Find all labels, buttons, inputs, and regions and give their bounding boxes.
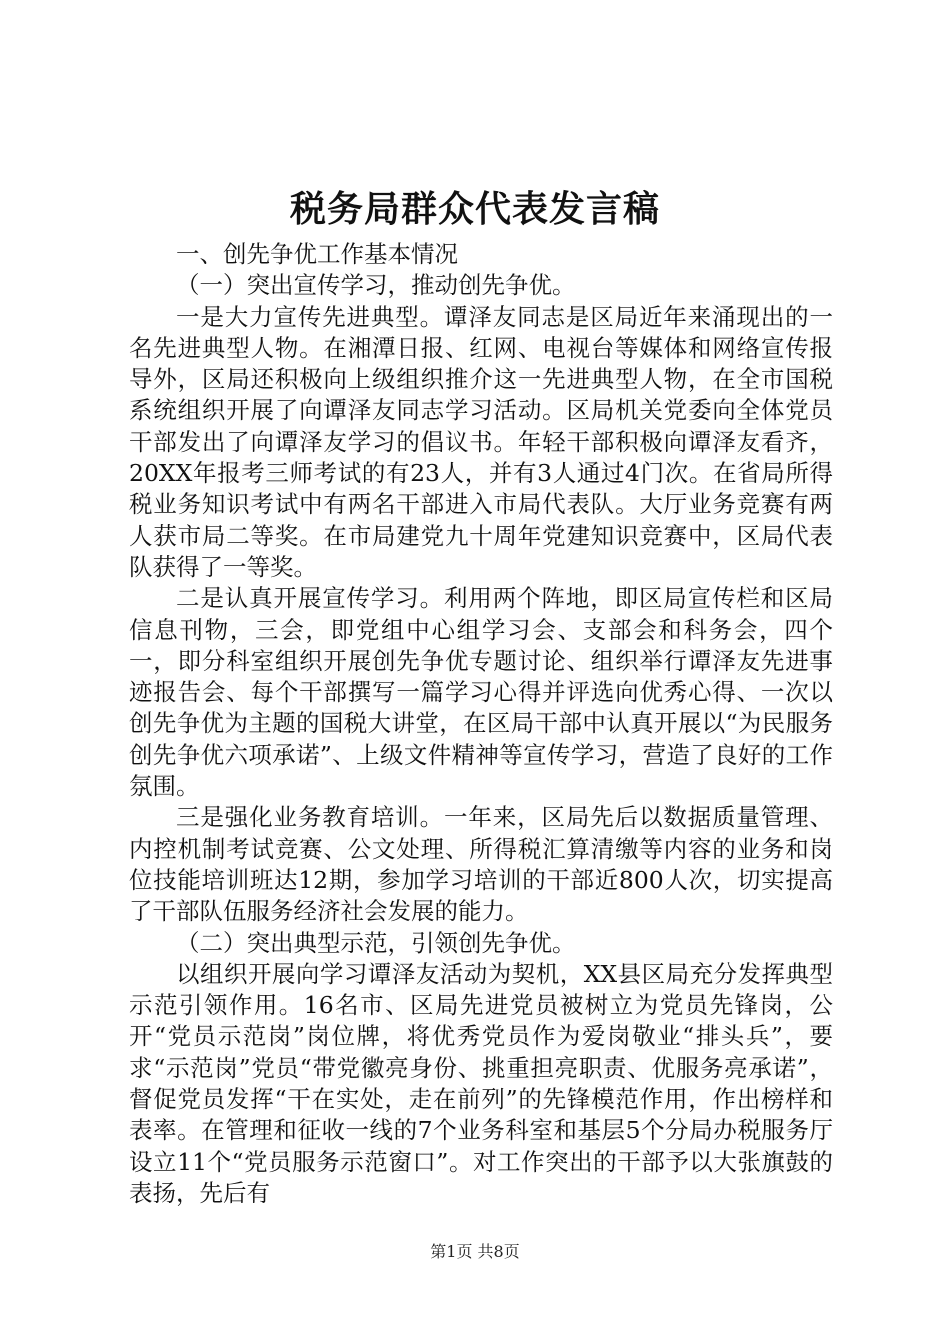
body-paragraph: 一是大力宣传先进典型。谭泽友同志是区局近年来涌现出的一名先进典型人物。在湘潭日报、红网、电视台等媒体和网络宣传报导外，区局还积极向上级组织推介这一先进典型人物，在全市国税系统组织开展了向谭泽友同志学习活动。区局机关党委向全体党员干部发出了向谭泽友学习的倡议书。年轻干部积极向谭泽友看齐，20XX年报考三师考试的有23人，并有3人通过4门次。在省局所得税业务知识考试中有两名干部进入市局代表队。大厅业务竞赛有两人获市局二等奖。在市局建党九十周年党建知识竞赛中，区局代表队获得了一等奖。	[129, 302, 833, 581]
subsection-heading-2: （二）突出典型示范，引领创先争优。	[176, 928, 576, 957]
page-number-footer: 第1页 共8页	[430, 1242, 520, 1261]
subsection-heading-1: （一）突出宣传学习，推动创先争优。	[176, 271, 576, 300]
body-paragraph: 二是认真开展宣传学习。利用两个阵地，即区局宣传栏和区局信息刊物，三会，即党组中心组学习会、支部会和科务会，四个一，即分科室组织开展创先争优专题讨论、组织举行谭泽友先进事迹报告会、每个干部撰写一篇学习心得并评选向优秀心得、一次以创先争优为主题的国税大讲堂，在区局干部中认真开展以“为民服务创先争优六项承诺”、上级文件精神等宣传学习，营造了良好的工作氛围。	[129, 584, 833, 801]
document-title: 税务局群众代表发言稿	[289, 188, 660, 230]
body-paragraph: 以组织开展向学习谭泽友活动为契机，XX县区局充分发挥典型示范引领作用。16名市、区局先进党员被树立为党员先锋岗，公开“党员示范岗”岗位牌，将优秀党员作为爱岗敬业“排头兵”，要求“示范岗”党员“带党徽亮身份、挑重担亮职责、优服务亮承诺”，督促党员发挥“干在实处，走在前列”的先锋模范作用，作出榜样和表率。在管理和征收一线的7个业务科室和基层5个分局办税服务厅设立11个“党员服务示范窗口”。对工作突出的干部予以大张旗鼓的表扬，先后有	[129, 959, 833, 1207]
section-heading-1: 一、创先争优工作基本情况	[176, 240, 458, 268]
body-paragraph: 三是强化业务教育培训。一年来，区局先后以数据质量管理、内控机制考试竞赛、公文处理、所得税汇算清缴等内容的业务和岗位技能培训班达12期，参加学习培训的干部近800人次，切实提高了干部队伍服务经济社会发展的能力。	[129, 803, 833, 926]
document-body	[129, 239, 833, 1209]
